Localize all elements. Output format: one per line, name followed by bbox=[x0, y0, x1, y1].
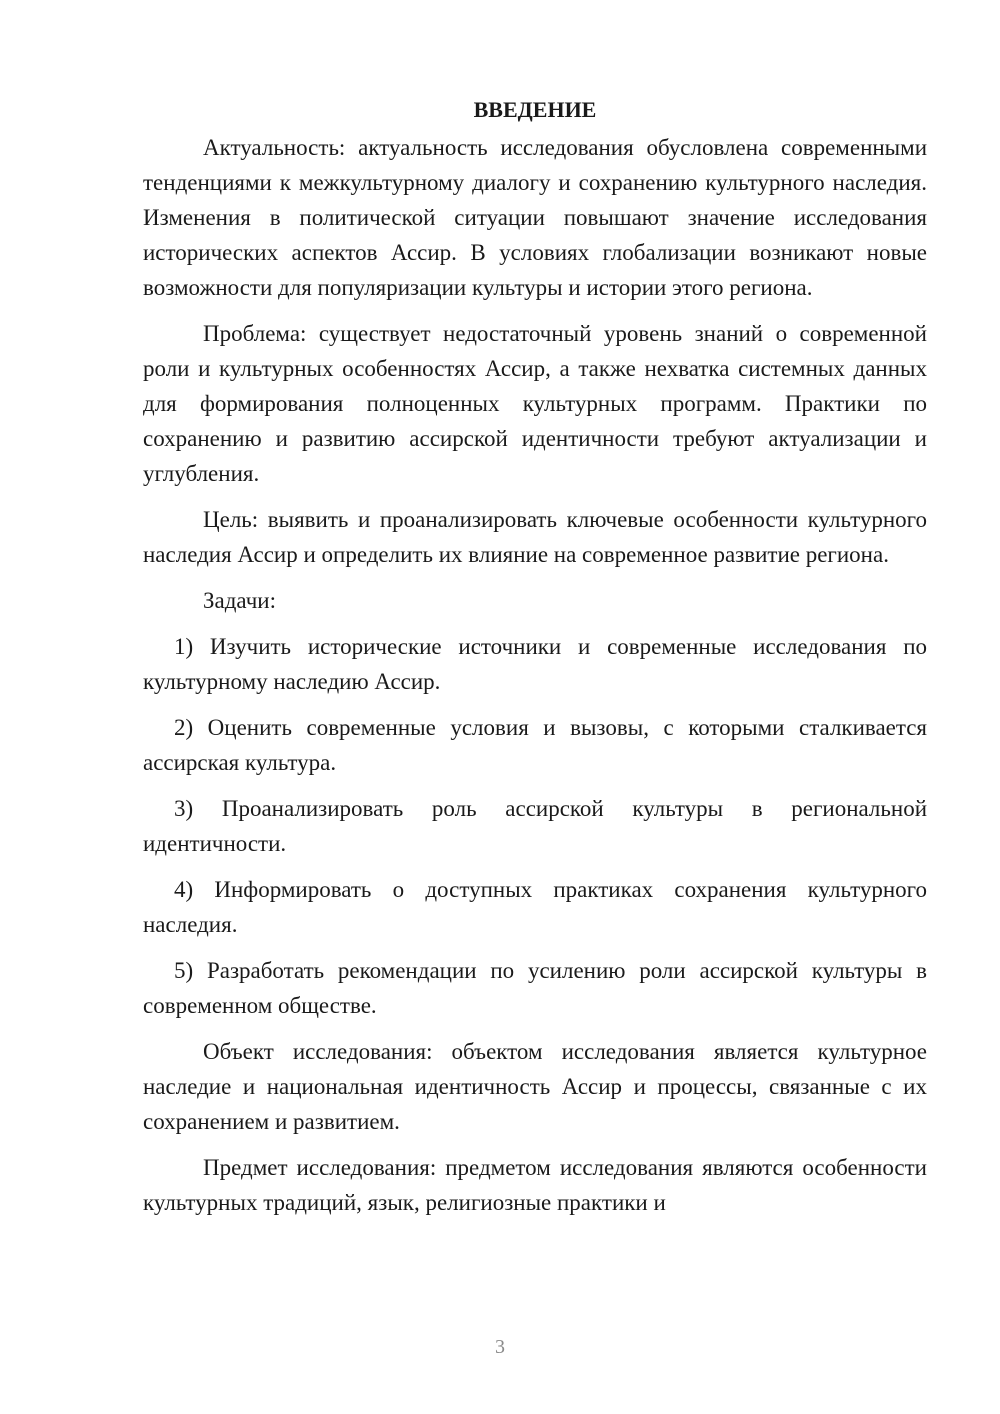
paragraph-tasks-label: Задачи: bbox=[203, 588, 276, 613]
task-item-4: 4) Информировать о доступных практиках сохранения культурного наследия. bbox=[143, 877, 927, 937]
paragraph-subject: Предмет исследования: предметом исследования являются особенности культурных традиций, язык, религиозные практики и bbox=[143, 1155, 927, 1215]
paragraph-problem: Проблема: существует недостаточный уровень знаний о современной роли и культурных особенностях Ассир, а также нехватка системных данных для формирования полноценных культурных программ. Практики по сохранению и развитию ассирской идентичности требуют актуализации и углубления. bbox=[143, 321, 927, 486]
page-number: 3 bbox=[495, 1336, 505, 1358]
paragraph-goal: Цель: выявить и проанализировать ключевые особенности культурного наследия Ассир и определить их влияние на современное развитие региона. bbox=[143, 507, 927, 567]
section-heading: ВВЕДЕНИЕ bbox=[473, 97, 597, 122]
task-item-1: 1) Изучить исторические источники и современные исследования по культурному наследию Ассир. bbox=[143, 634, 927, 694]
task-item-5: 5) Разработать рекомендации по усилению роли ассирской культуры в современном обществе. bbox=[143, 958, 927, 1018]
task-item-2: 2) Оценить современные условия и вызовы, с которыми сталкивается ассирская культура. bbox=[143, 715, 927, 775]
task-item-3: 3) Проанализировать роль ассирской культуры в региональной идентичности. bbox=[143, 796, 927, 856]
page-content bbox=[143, 92, 927, 1231]
paragraph-relevance: Актуальность: актуальность исследования обусловлена современными тенденциями к межкультурному диалогу и сохранению культурного наследия. Изменения в политической ситуации повышают значение исследования исторических аспектов Ассир. В условиях глобализации возникают новые возможности для популяризации культуры и истории этого региона. bbox=[143, 135, 927, 300]
paragraph-object: Объект исследования: объектом исследования является культурное наследие и национальная идентичность Ассир и процессы, связанные с их сохранением и развитием. bbox=[143, 1039, 927, 1134]
